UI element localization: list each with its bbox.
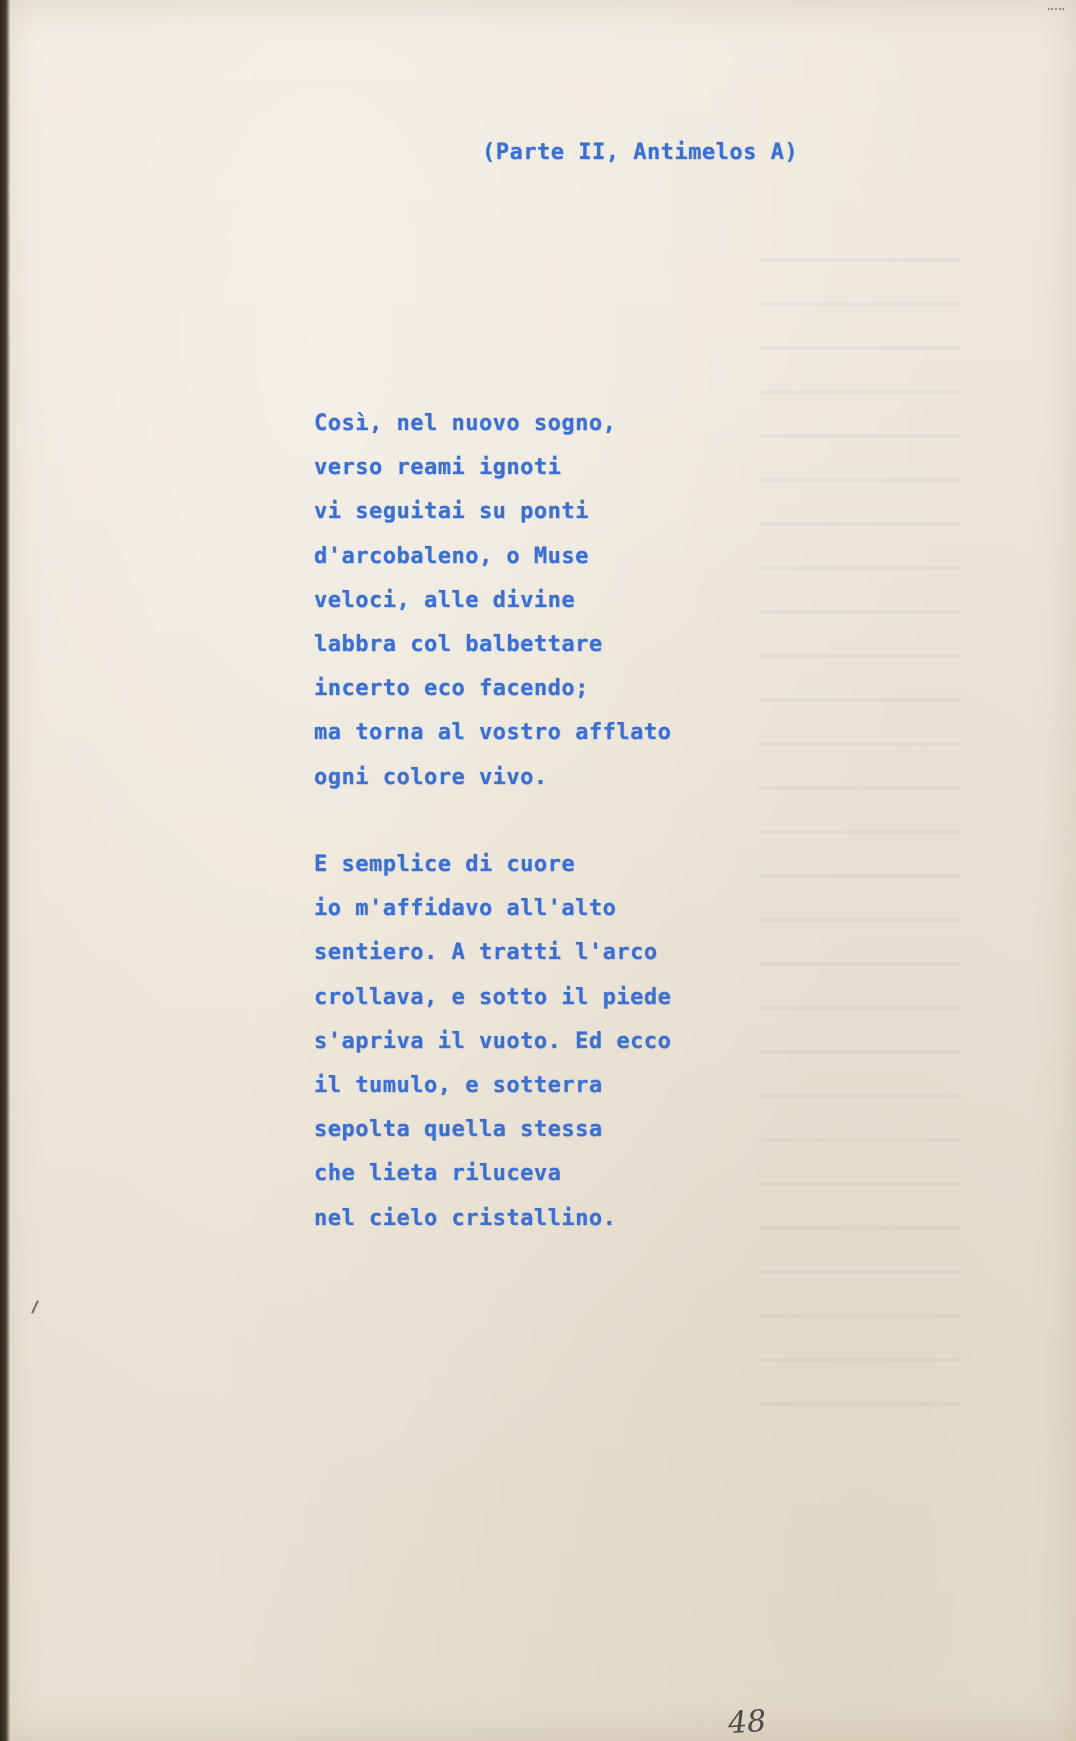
poem-line: sentiero. A tratti l'arco xyxy=(314,940,658,966)
poem-line: Così, nel nuovo sogno, xyxy=(314,411,617,436)
poem-line: io m'affidavo all'alto xyxy=(314,896,617,922)
poem-line: vi seguitai su ponti xyxy=(314,499,589,525)
poem-line: che lieta riluceva xyxy=(314,1161,562,1187)
section-heading: (Parte II, Antimelos A) xyxy=(482,140,799,165)
corner-mark xyxy=(1048,8,1064,20)
poem-line: incerto eco facendo; xyxy=(314,676,589,702)
stray-pencil-mark xyxy=(31,1300,39,1314)
page-binding-edge xyxy=(0,0,10,1741)
stanza-2 xyxy=(314,843,671,1241)
poem-line: E semplice di cuore xyxy=(314,852,576,877)
poem-line: labbra col balbettare xyxy=(314,631,603,657)
poem-line: s'apriva il vuoto. Ed ecco xyxy=(314,1028,672,1054)
poem-line: crollava, e sotto il piede xyxy=(314,984,672,1010)
poem-line: ogni colore vivo. xyxy=(314,764,548,790)
poem-line: nel cielo cristallino. xyxy=(314,1205,617,1231)
show-through-ink xyxy=(760,240,960,1440)
handwritten-page-number: 48 xyxy=(726,1703,768,1741)
stanza-1 xyxy=(314,402,671,800)
poem-line: verso reami ignoti xyxy=(314,455,562,481)
poem-line: ma torna al vostro afflato xyxy=(314,720,672,746)
poem-line: sepolta quella stessa xyxy=(314,1117,603,1143)
poem-line: il tumulo, e sotterra xyxy=(314,1072,603,1098)
poem-line: veloci, alle divine xyxy=(314,587,576,613)
poem-line: d'arcobaleno, o Muse xyxy=(314,543,589,569)
